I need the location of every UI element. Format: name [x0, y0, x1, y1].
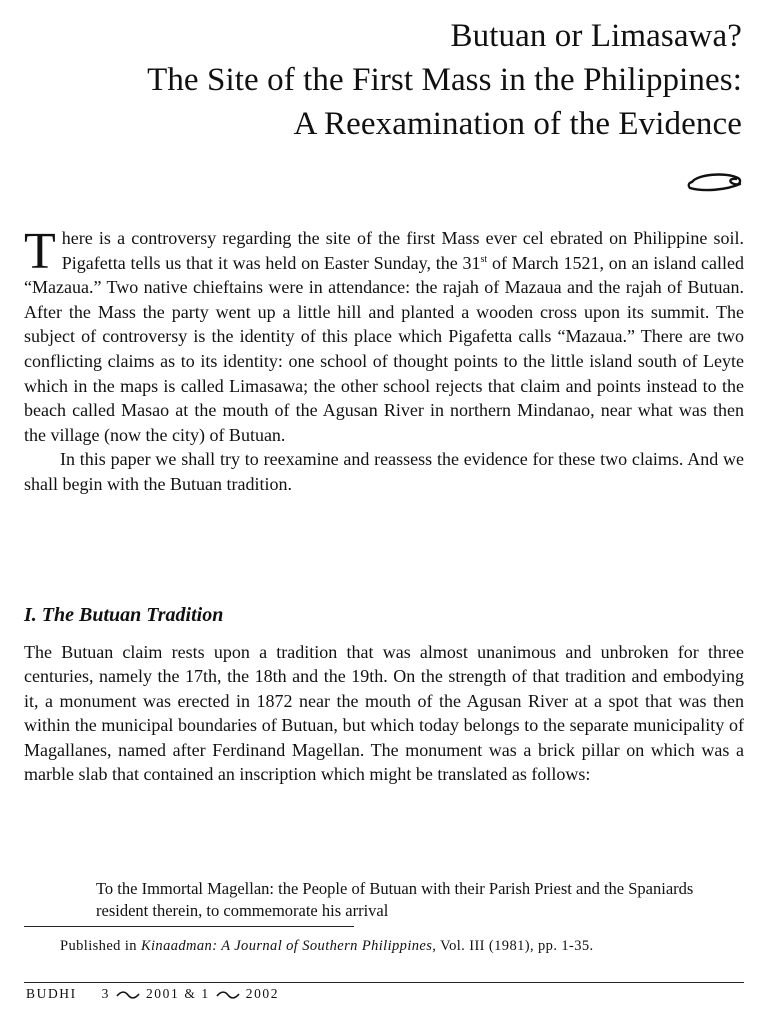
footer-journal: BUDHI [26, 986, 77, 1001]
tilde-dash-icon [115, 990, 141, 1000]
inscription-quote: To the Immortal Magellan: the People of Butuan with their Parish Priest and the Spaniards resident therein, to commemorate his arrival [96, 879, 694, 920]
intro-paragraph-1 [24, 223, 744, 447]
footnote-prefix: Published in [60, 938, 141, 954]
drop-cap: T [24, 223, 56, 280]
footnote [24, 936, 746, 956]
intro-paragraph-1-text-a: here is a controversy regarding the site of the first Mass ever cel ebrated on Philippine soil. Pigafetta tells us that it was held on Easter Sunday, the 31 [61, 228, 744, 273]
footnote-suffix: , Vol. III (1981), pp. 1-35. [432, 938, 594, 954]
intro-text [24, 223, 744, 497]
title-line-1: Butuan or Limasawa? [450, 18, 742, 54]
tilde-dash-icon [215, 990, 241, 1000]
title-line-3: A Reexamination of the Evidence [293, 106, 742, 142]
section-paragraph-1: The Butuan claim rests upon a tradition that was almost unanimous and unbroken for three centuries, namely the 17th, the 18th and the 19th. On the strength of that tradition and embodying it, a monument was erected in 1872 near the mouth of the Agusan River at a spot that was then within the municipal boundaries of Butuan, but which today belongs to the separate municipality of Magallanes, named after Ferdinand Magellan. The monument was a brick pillar on which was a marble slab that contained an inscription which might be translated as follows: [24, 642, 744, 785]
flourish-ornament-icon [686, 170, 744, 194]
section-text [24, 640, 744, 786]
footnote-divider [24, 926, 354, 927]
footnote-journal: Kinaadman: A Journal of Southern Philippines [140, 938, 433, 954]
footer-year-a: 2001 & 1 [145, 986, 210, 1001]
section-heading: I. The Butuan Tradition [24, 604, 224, 626]
title-line-2: The Site of the First Mass in the Philippines: [147, 62, 742, 98]
footer-divider [24, 982, 744, 983]
footer-year-b: 2002 [245, 986, 280, 1001]
intro-paragraph-1-text-b: of March 1521, on an island called “Mazaua.” Two native chieftains were in attendance: the rajah of Mazaua and the rajah of Butuan. After the Mass the party went up a little hill and planted a wooden cross upon its summit. The subject of controversy is the identity of this place which Pigafetta calls “Mazaua.” There are two conflicting claims as to its identity: one school of thought points to the little island south of Leyte which in the maps is called Limasawa; the other school rejects that claim and points instead to the beach called Masao at the mouth of the Agusan River in northern Mindanao, near what was then the village (now the city) of Butuan. [24, 252, 744, 445]
footer-issue: 3 [101, 986, 110, 1001]
article-title [147, 14, 742, 146]
intro-paragraph-2: In this paper we shall try to reexamine and reassess the evidence for these two claims. And we shall begin with the Butuan tradition. [24, 449, 744, 494]
ordinal-superscript: st [480, 253, 488, 265]
running-footer [26, 984, 279, 1004]
